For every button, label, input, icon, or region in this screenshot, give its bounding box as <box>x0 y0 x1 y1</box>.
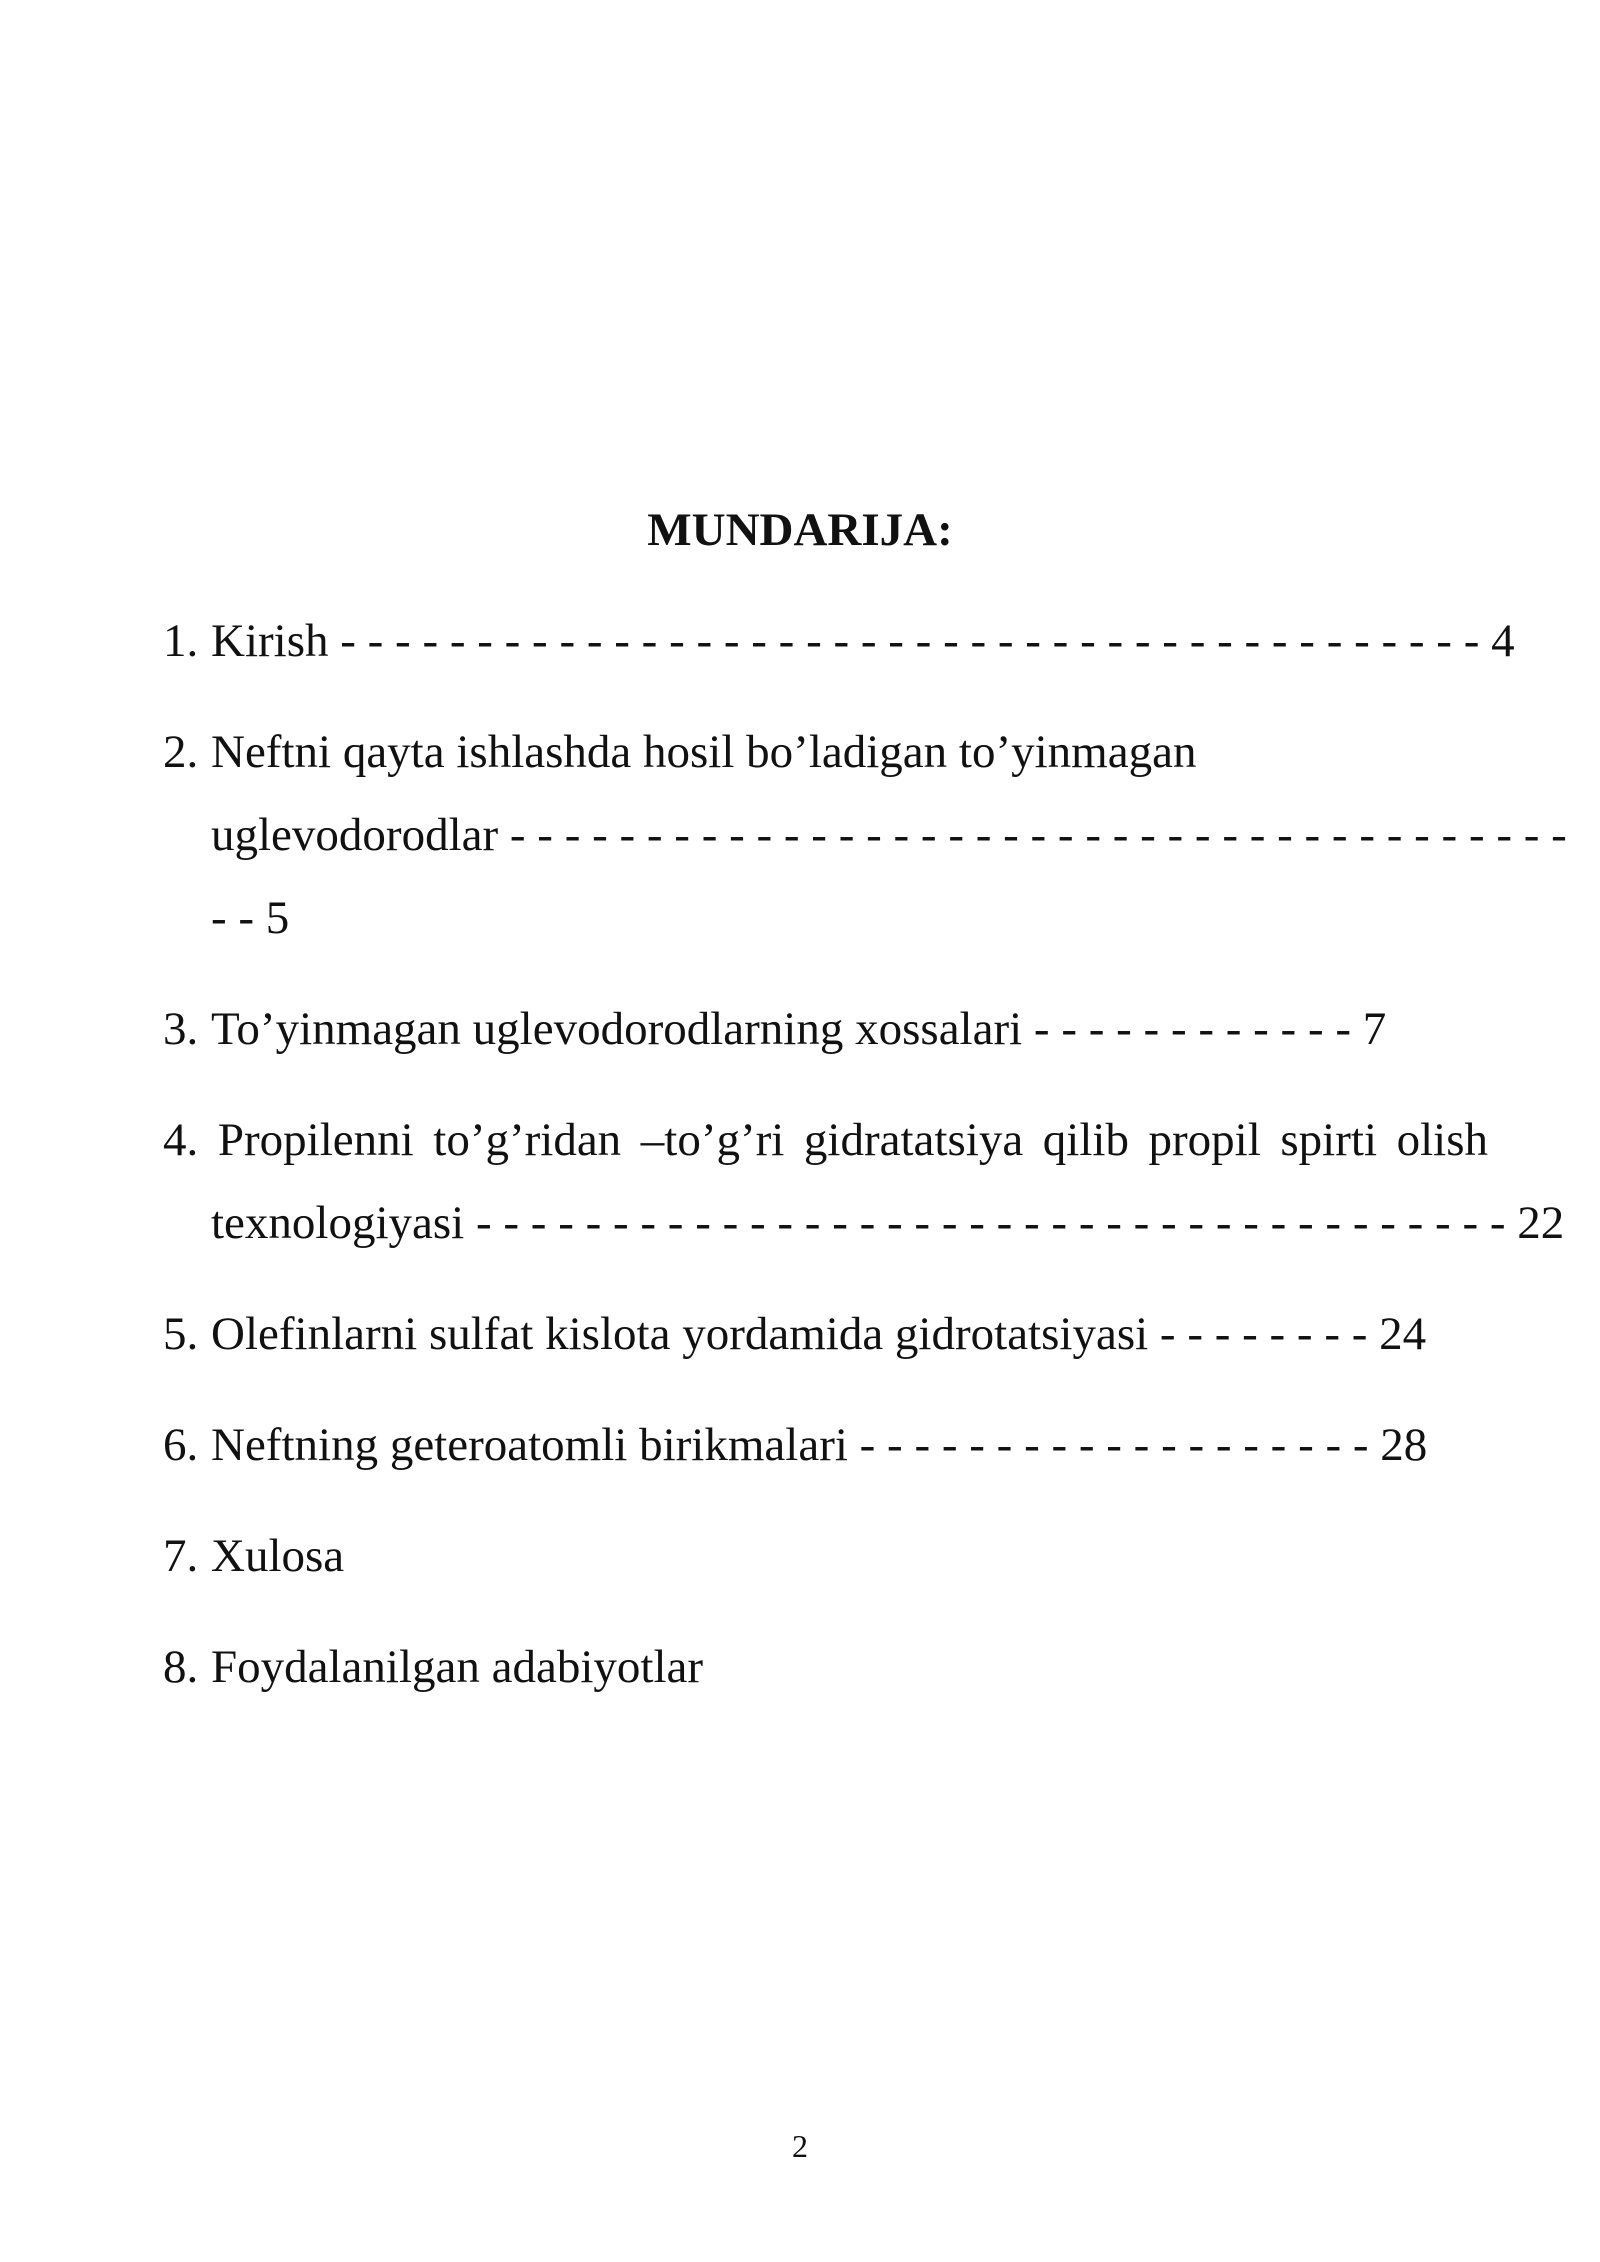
toc-item-text: Kirish - - - - - - - - - - - - - - - - - - - - - - - - - - - - - - - - - - - - - - - - - - 4 <box>211 615 1515 667</box>
toc-item-number: 1. <box>163 615 199 667</box>
toc-item-text: Xulosa <box>211 1530 345 1582</box>
toc-item-number: 3. <box>163 1003 199 1055</box>
toc-item-text: Olefinlarni sulfat kislota yordamida gidrotatsiyasi - - - - - - - - 24 <box>211 1308 1427 1360</box>
toc-item-number: 2. <box>163 726 199 778</box>
toc-item-number: 6. <box>163 1419 199 1471</box>
toc-item-text: Neftning geteroatomli birikmalari - - - - - - - - - - - - - - - - - - - 28 <box>211 1419 1428 1471</box>
toc-item-text: uglevodorodlar - - - - - - - - - - - - - - - - - - - - - - - - - - - - - - - - - - - - - - - <box>211 809 1567 861</box>
toc-item-number: 7. <box>163 1530 199 1582</box>
toc-item-text: Propilenni to’g’ridan –to’g’ri gidratatsiya qilib propil spirti olish <box>217 1114 1488 1166</box>
toc-item-text: texnologiyasi - - - - - - - - - - - - - - - - - - - - - - - - - - - - - - - - - - - - - - 22 <box>211 1197 1565 1249</box>
toc-item-number: 5. <box>163 1308 199 1360</box>
toc-item-4 <box>163 1110 1488 1170</box>
page-title: MUNDARIJA: <box>647 504 953 556</box>
toc-item-text: Foydalanilgan adabiyotlar <box>211 1641 704 1693</box>
page-number: 2 <box>792 2128 808 2164</box>
toc-item-text: To’yinmagan uglevodorodlarning xossalari - - - - - - - - - - - - 7 <box>211 1003 1387 1055</box>
toc-item-page: - - 5 <box>211 892 290 944</box>
toc-item-number: 8. <box>163 1641 199 1693</box>
toc-item-text: Neftni qayta ishlashda hosil bo’ladigan to’yinmagan <box>211 726 1197 778</box>
toc-item-number: 4. <box>163 1114 199 1166</box>
